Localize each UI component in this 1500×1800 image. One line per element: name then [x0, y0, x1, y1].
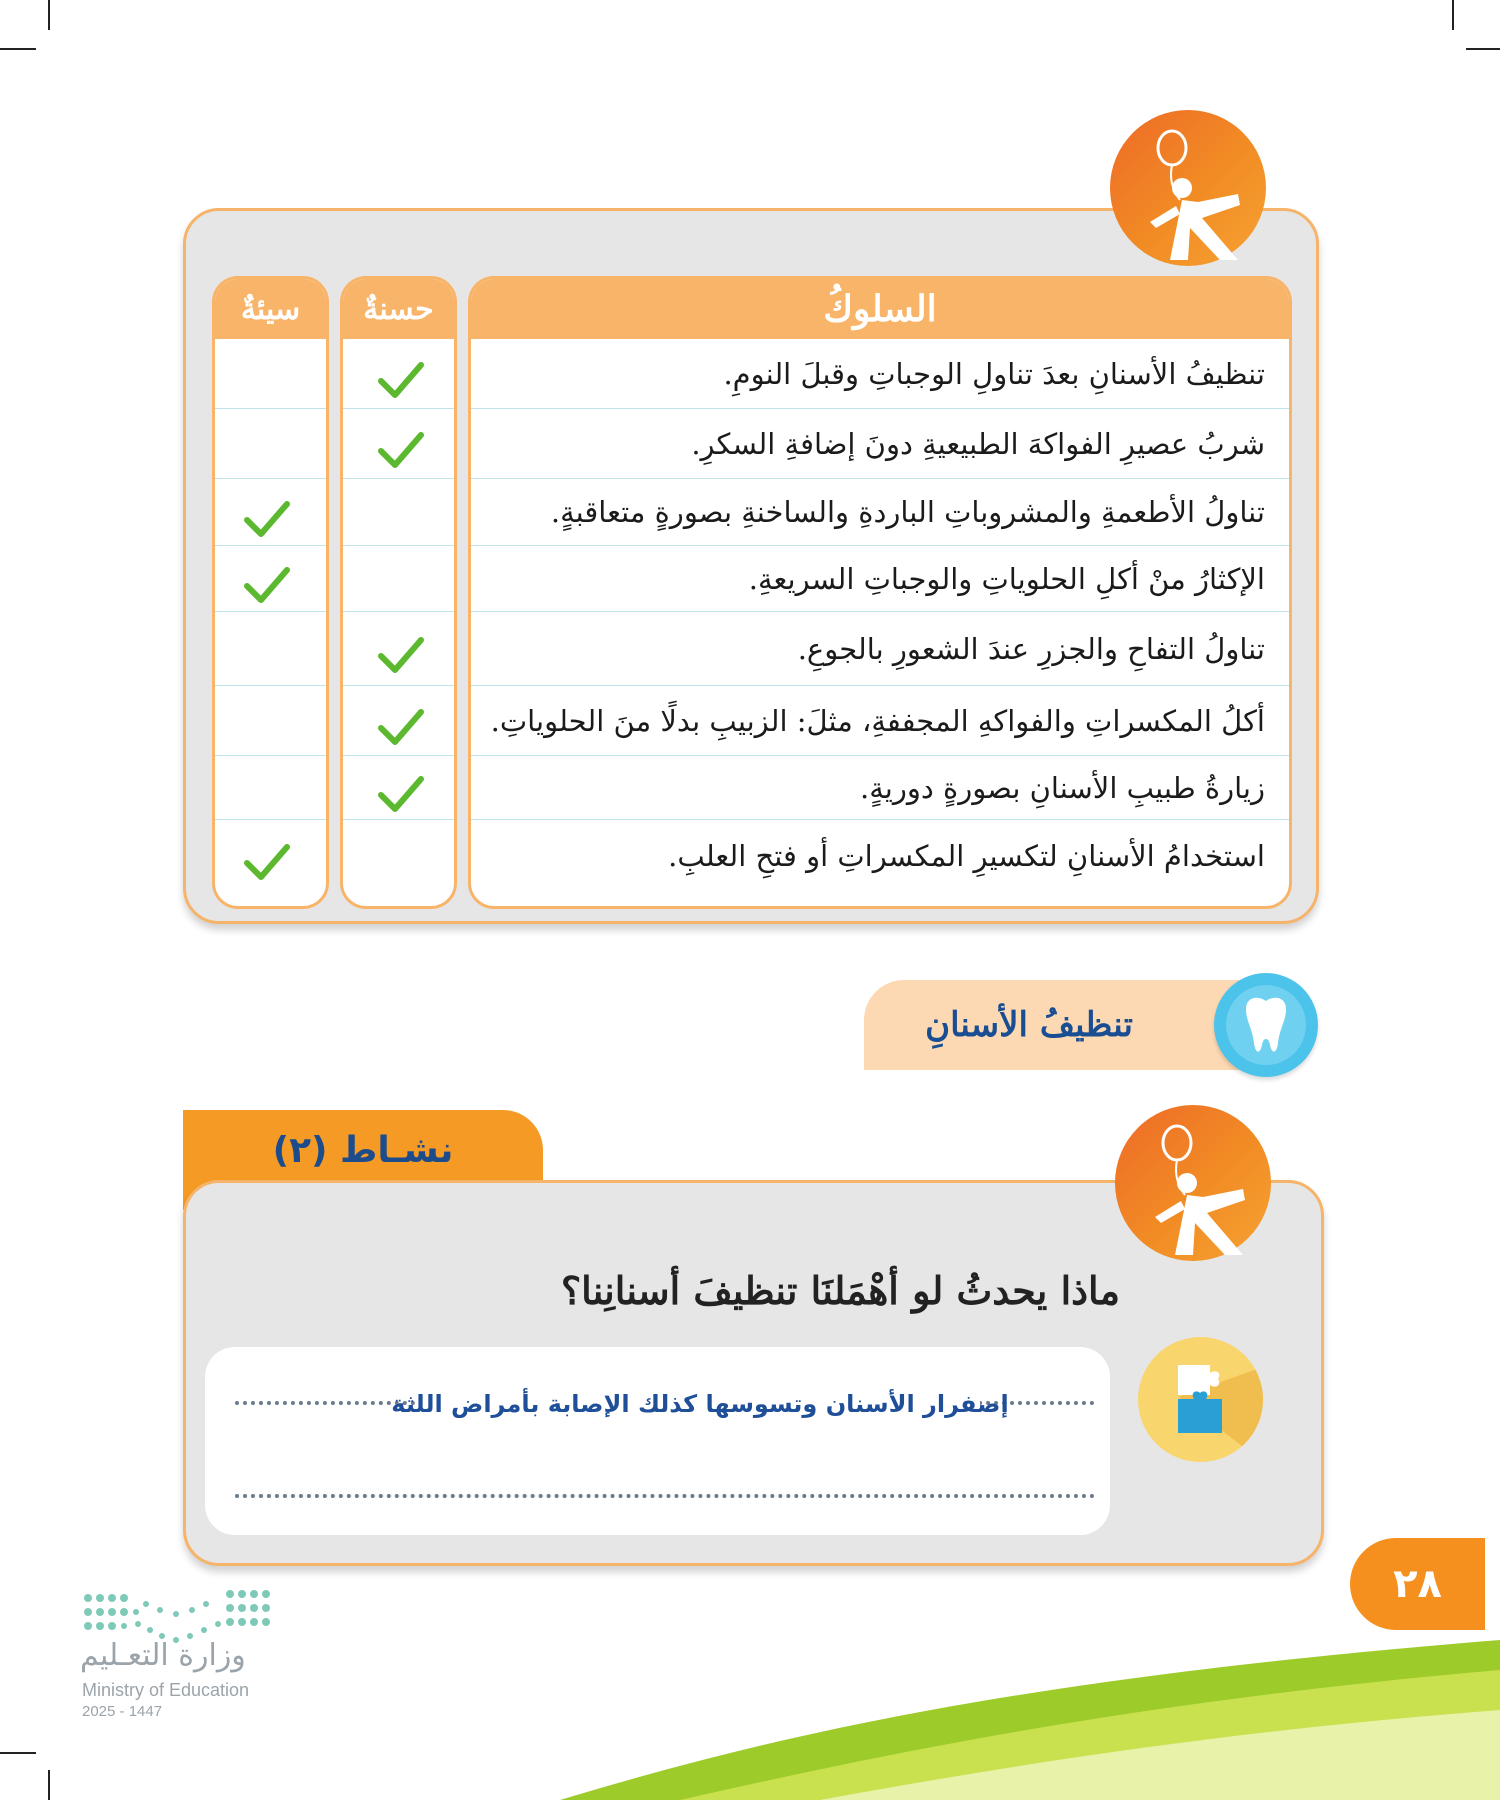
bad-column: [212, 276, 329, 909]
bad-cell[interactable]: [215, 546, 326, 612]
check-icon: [243, 564, 291, 606]
activity-question: ماذا يحدثُ لو أهْمَلنَا تنظيفَ أسنانِنا؟: [560, 1267, 1120, 1313]
bad-cell[interactable]: [215, 820, 326, 892]
behavior-row: تنظيفُ الأسنانِ بعدَ تناولِ الوجباتِ وقبلَ النومِ.: [471, 339, 1289, 409]
crop-mark: [1466, 48, 1500, 50]
behavior-row: شربُ عصيرِ الفواكهَ الطبيعيةِ دونَ إضافةِ السكرِ.: [471, 409, 1289, 479]
behavior-table-card: [183, 208, 1319, 924]
good-cell[interactable]: [343, 409, 454, 479]
bad-cell[interactable]: [215, 479, 326, 546]
good-cell[interactable]: [343, 756, 454, 820]
page-number: ٢٨: [1350, 1538, 1485, 1630]
good-cell[interactable]: [343, 546, 454, 612]
bad-cell[interactable]: [215, 686, 326, 756]
good-cells: [343, 339, 454, 892]
behavior-column-header: السلوكُ: [471, 279, 1289, 339]
behavior-row: زيارةُ طبيبِ الأسنانِ بصورةٍ دوريةٍ.: [471, 756, 1289, 820]
check-icon: [243, 841, 291, 883]
behavior-cells: [471, 339, 1289, 892]
check-icon: [377, 634, 425, 676]
bad-cell[interactable]: [215, 409, 326, 479]
good-column: [340, 276, 457, 909]
check-icon: [377, 359, 425, 401]
bad-cell[interactable]: [215, 339, 326, 409]
answer-box[interactable]: [205, 1347, 1110, 1535]
good-cell[interactable]: [343, 339, 454, 409]
good-cell[interactable]: [343, 820, 454, 892]
behavior-column: [468, 276, 1292, 909]
good-cell[interactable]: [343, 479, 454, 546]
good-column-header: حسنةٌ: [343, 279, 454, 339]
bad-cells: [215, 339, 326, 892]
crop-mark: [48, 0, 50, 30]
bad-cell[interactable]: [215, 612, 326, 686]
check-icon: [377, 429, 425, 471]
decorative-waves: [0, 1620, 1500, 1800]
ministry-name-arabic: وزارة التعـليم: [80, 1638, 246, 1673]
check-icon: [377, 773, 425, 815]
good-cell[interactable]: [343, 686, 454, 756]
tooth-icon: [1214, 973, 1318, 1077]
check-icon: [243, 498, 291, 540]
answer-line-2: [235, 1494, 1095, 1498]
bad-cell[interactable]: [215, 756, 326, 820]
puzzle-icon: [1138, 1337, 1263, 1462]
behavior-row: تناولُ التفاحِ والجزرِ عندَ الشعورِ بالجوعِ.: [471, 612, 1289, 686]
ministry-name-english: Ministry of Education: [82, 1680, 250, 1700]
balloon-child-icon: [1115, 1105, 1271, 1261]
good-cell[interactable]: [343, 612, 454, 686]
ministry-year: 2025 - 1447: [82, 1703, 163, 1720]
balloon-child-icon: [1110, 110, 1266, 266]
bad-column-header: سيئةٌ: [215, 279, 326, 339]
behavior-row: استخدامُ الأسنانِ لتكسيرِ المكسراتِ أو فتحِ العلبِ.: [668, 839, 1265, 873]
activity-title: نشـاط (٢): [272, 1129, 454, 1171]
section-title: تنظيفُ الأسنانِ: [925, 1005, 1133, 1045]
crop-mark: [1452, 0, 1454, 30]
crop-mark: [0, 48, 36, 50]
behavior-row: أكلُ المكسراتِ والفواكهِ المجففةِ، مثلَ: الزبيبِ بدلًا منَ الحلوياتِ.: [471, 686, 1289, 756]
behavior-row: تناولُ الأطعمةِ والمشروباتِ الباردةِ والساخنةِ بصورةٍ متعاقبةٍ.: [471, 479, 1289, 546]
behavior-row: الإكثارُ منْ أكلِ الحلوياتِ والوجباتِ السريعةِ.: [471, 546, 1289, 612]
check-icon: [377, 706, 425, 748]
answer-text[interactable]: إصفرار الأسنان وتسوسها كذلك الإصابة بأمراض اللثة: [420, 1384, 980, 1424]
